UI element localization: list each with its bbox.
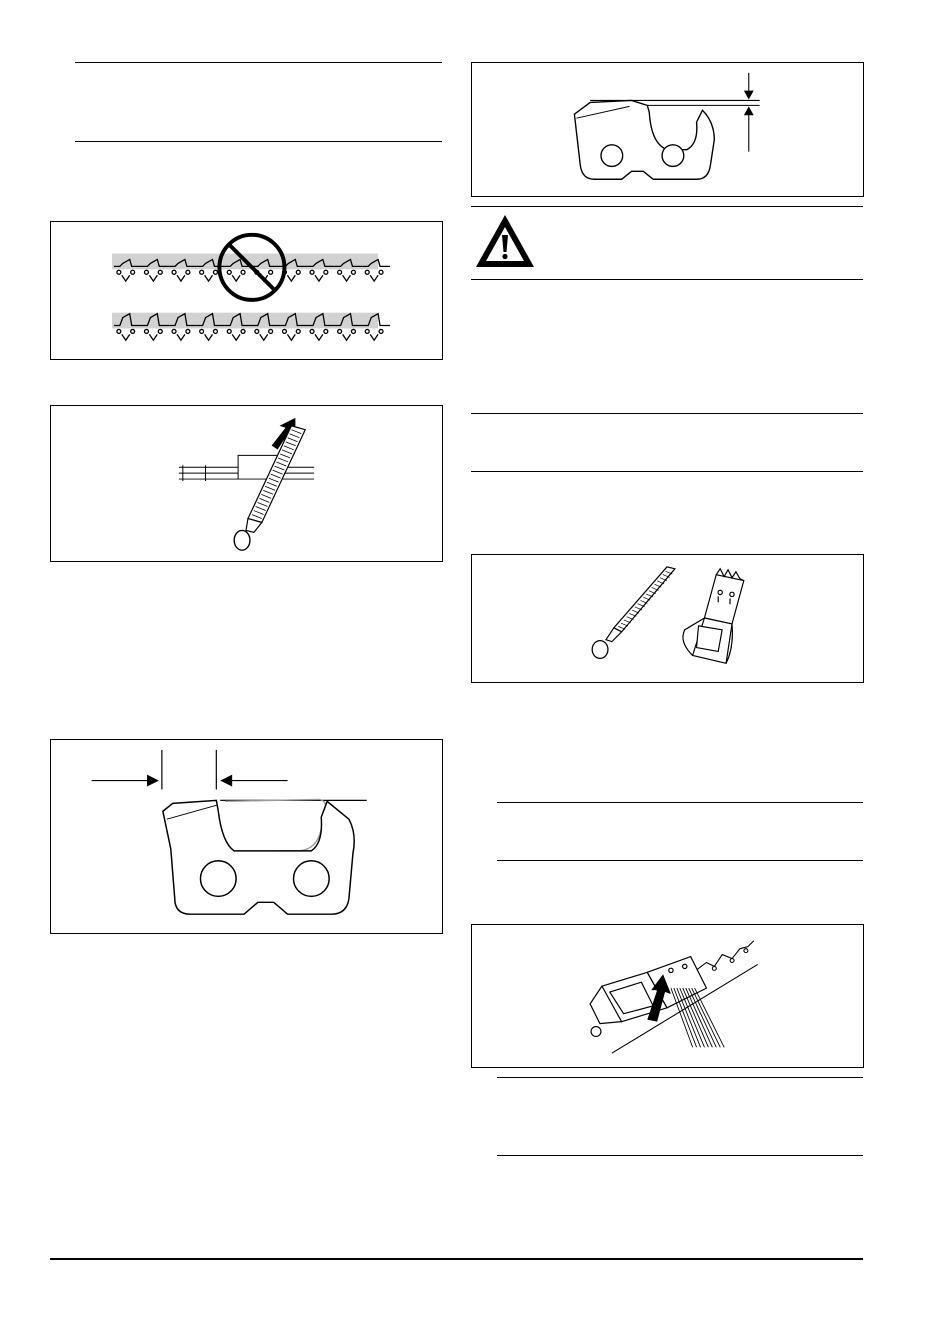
note-rule-right-a — [471, 413, 863, 414]
round-file-icon — [234, 426, 305, 550]
chain-blunt-vs-sharp-illustration — [51, 222, 442, 359]
file-sharpening-stroke-illustration — [51, 406, 442, 561]
depth-gauge-measurement-illustration — [472, 63, 863, 196]
warning-triangle-icon — [473, 212, 537, 270]
cutter-tooth-profile-illustration — [51, 740, 442, 933]
flat-file-icon — [592, 567, 675, 659]
chain-comparison-figure — [50, 221, 443, 360]
warning-rule-bottom — [471, 279, 863, 280]
depth-gauge-tool-icon — [683, 569, 744, 664]
cutter-tooth-figure — [50, 739, 443, 934]
note-rule-top-left — [75, 62, 442, 63]
flat-file-and-gauge-tool-illustration — [472, 555, 863, 682]
note-rule-right-d — [497, 860, 863, 861]
file-stroke-figure — [50, 405, 443, 562]
gauge-tool-on-chain-figure — [471, 924, 864, 1068]
depth-gauge-tool-on-chain-icon — [590, 957, 706, 1037]
flat-file-and-gauge-tool-figure — [471, 554, 864, 683]
note-rule-right-c — [497, 802, 863, 803]
note-rule-right-f — [497, 1155, 863, 1156]
gauge-tool-on-chain-illustration — [472, 925, 863, 1067]
footer-rule — [50, 1258, 863, 1260]
warning-rule-top — [471, 206, 863, 207]
note-rule-right-b — [471, 471, 863, 472]
depth-gauge-figure — [471, 62, 864, 197]
note-rule-bottom-left — [75, 141, 442, 142]
note-rule-right-e — [497, 1077, 863, 1078]
